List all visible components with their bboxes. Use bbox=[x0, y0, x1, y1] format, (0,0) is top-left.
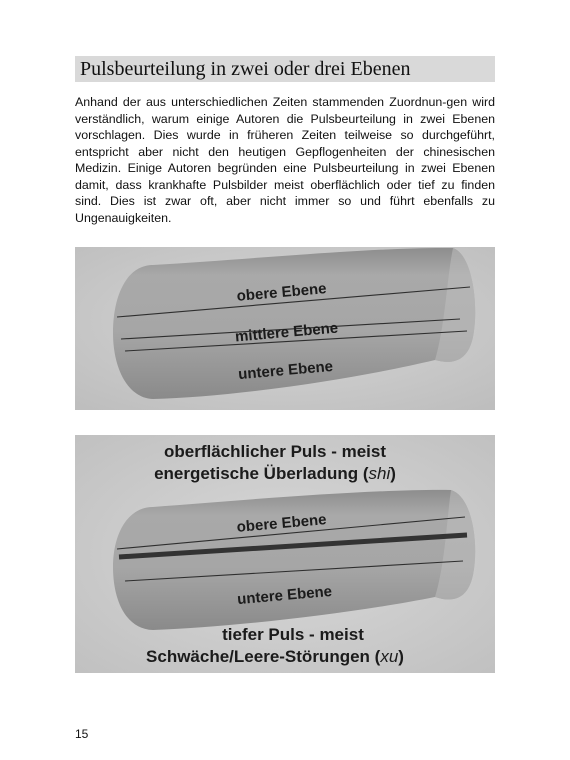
section-heading-bar bbox=[75, 56, 495, 82]
caption-deep-pulse: tiefer Puls - meist bbox=[222, 625, 364, 644]
two-levels-figure bbox=[75, 435, 495, 673]
caption-superficial-pulse: oberflächlicher Puls - meist bbox=[163, 442, 387, 461]
section-heading: Pulsbeurteilung in zwei oder drei Ebenen bbox=[80, 58, 411, 80]
term-xu: xu bbox=[380, 647, 399, 666]
label-upper-level: obere Ebene bbox=[236, 280, 328, 305]
label-upper-level: obere Ebene bbox=[236, 511, 328, 536]
page-number: 15 bbox=[75, 727, 89, 741]
term-shi: shi bbox=[368, 464, 391, 483]
caption-energetic-overload: energetische Überladung (shi) bbox=[154, 464, 396, 483]
caption-deficiency-disorders: Schwäche/Leere-Störungen (xu) bbox=[146, 647, 404, 666]
three-levels-figure bbox=[75, 247, 495, 410]
label-lower-level: untere Ebene bbox=[236, 582, 333, 609]
label-lower-level: untere Ebene bbox=[237, 357, 334, 384]
label-middle-level: mittlere Ebene bbox=[234, 319, 339, 346]
body-paragraph: Anhand der aus unterschiedlichen Zeiten stammenden Zuordnun-gen wird verständlich, warum einige Autoren die Pulsbeurteilung in zwei Ebenen vorschlagen. Dies wurde in früheren Zeiten teilweise so durchgeführt, entspricht aber nicht den heutigen Gepflogenheiten der chinesischen Medizin. Einige Autoren begründen eine Pulsbeurteilung in zwei Ebenen damit, dass krankhafte Pulsbilder meist oberflächlich oder tief zu finden sind. Dies ist zwar oft, aber nicht immer so und führt ebenfalls zu Ungenauigkeiten. bbox=[75, 95, 495, 225]
